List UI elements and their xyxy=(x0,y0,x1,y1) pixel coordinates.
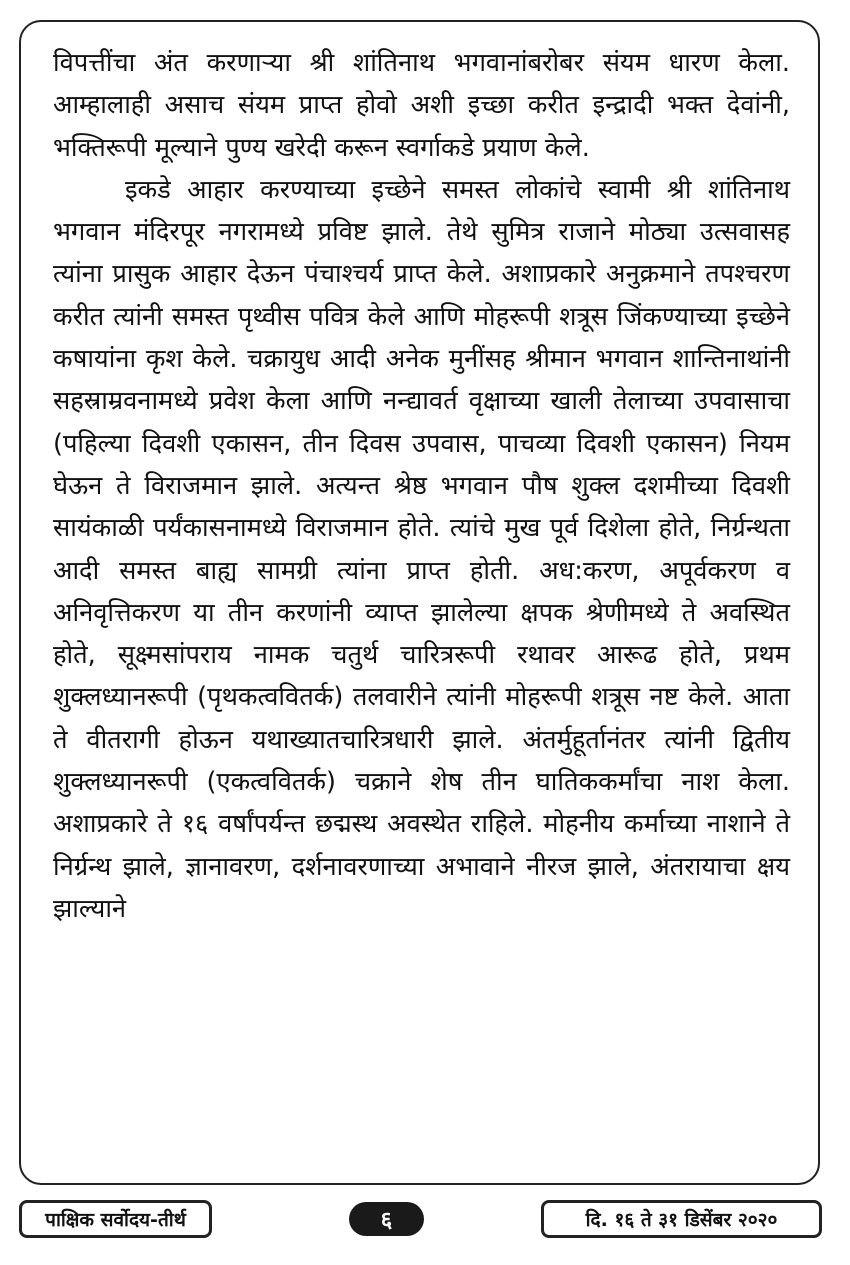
publication-name: पाक्षिक सर्वोदय-तीर्थ xyxy=(19,1200,212,1238)
page-number: ६ xyxy=(349,1202,424,1236)
body-text xyxy=(53,42,790,930)
paragraph: विपत्तींचा अंत करणाऱ्या श्री शांतिनाथ भगवानांबरोबर संयम धारण केला. आम्हालाही असाच संयम प्राप्त होवो अशी इच्छा करीत इन्द्रादी भक्त देवांनी, भक्तिरूपी मूल्याने पुण्य खरेदी करून स्वर्गाकडे प्रयाण केले. xyxy=(53,48,790,163)
issue-date: दि. १६ ते ३१ डिसेंबर २०२० xyxy=(541,1200,822,1238)
paragraph: इकडे आहार करण्याच्या इच्छेने समस्त लोकांचे स्वामी श्री शांतिनाथ भगवान मंदिरपूर नगरामध्ये प्रविष्ट झाले. तेथे सुमित्र राजाने मोठ्या उत्सवासह त्यांना प्रासुक आहार देऊन पंचाश्चर्य प्राप्त केले. अशाप्रकारे अनुक्रमाने तपश्चरण करीत त्यांनी समस्त पृथ्वीस पवित्र केले आणि मोहरूपी शत्रूस जिंकण्याच्या इच्छेने कषायांना कृश केले. चक्रायुध आदी अनेक मुनींसह श्रीमान भगवान शान्तिनाथांनी सहस्राम्रवनामध्ये प्रवेश केला आणि नन्द्यावर्त वृक्षाच्या खाली तेलाच्या उपवासाचा (पहिल्या दिवशी एकासन, तीन दिवस उपवास, पाचव्या दिवशी एकासन) नियम घेऊन ते विराजमान झाले. अत्यन्त श्रेष्ठ भगवान पौष शुक्ल दशमीच्या दिवशी सायंकाळी पर्यंकासनामध्ये विराजमान होते. त्यांचे मुख पूर्व दिशेला होते, निर्ग्रन्थता आदी समस्त बाह्य सामग्री त्यांना प्राप्त होती. अध:करण, अपूर्वकरण व अनिवृत्तिकरण या तीन करणांनी व्याप्त झालेल्या क्षपक श्रेणीमध्ये ते अवस्थित होते, सूक्ष्मसांपराय नामक चतुर्थ चारित्ररूपी रथावर आरूढ होते, प्रथम शुक्लध्यानरूपी (पृथकत्ववितर्क) तलवारीने त्यांनी मोहरूपी शत्रूस नष्ट केले. आता ते वीतरागी होऊन यथाख्यातचारित्रधारी झाले. अंतर्मुहूर्तानंतर त्यांनी द्वितीय शुक्लध्यानरूपी (एकत्ववितर्क) चक्राने शेष तीन घातिककर्मांचा नाश केला. अशाप्रकारे ते १६ वर्षांपर्यन्त छद्मस्थ अवस्थेत राहिले. मोहनीय कर्माच्या नाशाने ते निर्ग्रन्थ झाले, ज्ञानावरण, दर्शनावरणाच्या अभावाने नीरज झाले, अंतरायाचा क्षय झाल्याने xyxy=(53,174,790,924)
